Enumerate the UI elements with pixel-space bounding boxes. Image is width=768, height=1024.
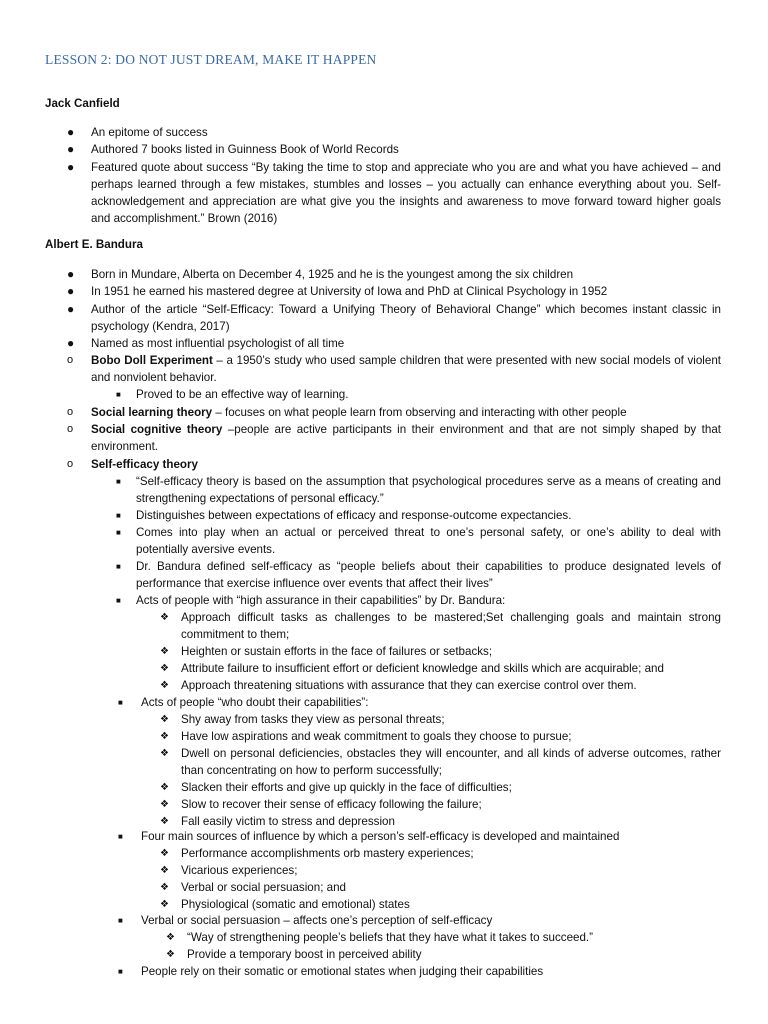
bullet-diamond: ❖ (160, 782, 169, 793)
high-assurance-item: Attribute failure to insufficient effort or deficient knowledge and skills which are acquirable; and (181, 662, 664, 675)
canfield-quote: Featured quote about success “By taking the time to stop and appreciate who you are and what you have achieved – and perhaps learned through a few mistakes, stumbles and losses – you actually can enhance everything about you. Self-acknowledgement and appreciation are what give you the insights and awareness to move forward toward higher goals and accomplishment.” Brown (2016) (91, 161, 721, 225)
source-item: Vicarious experiences; (181, 864, 298, 877)
social-cognitive-term: Social cognitive theory (91, 423, 223, 436)
bullet-diamond: ❖ (160, 816, 169, 827)
bullet-diamond: ❖ (160, 663, 169, 674)
bullet-diamond: ❖ (160, 748, 169, 759)
doubt-item: Fall easily victim to stress and depression (181, 815, 395, 828)
doubt-label: Acts of people “who doubt their capabilities”: (141, 696, 369, 709)
bullet-square: ■ (116, 477, 121, 486)
bandura-item: Born in Mundare, Alberta on December 4, 1925 and he is the youngest among the six children (91, 268, 574, 281)
social-learning-text: – focuses on what people learn from observing and interacting with other people (212, 406, 627, 419)
bullet-dot: ● (67, 267, 75, 281)
bullet-diamond: ❖ (160, 865, 169, 876)
canfield-heading: Jack Canfield (45, 97, 120, 110)
bandura-item: In 1951 he earned his mastered degree at University of Iowa and PhD at Clinical Psychology in 1952 (91, 285, 608, 298)
bullet-circle: o (67, 406, 74, 418)
bullet-diamond: ❖ (166, 949, 175, 960)
bullet-diamond: ❖ (160, 612, 169, 623)
doubt-item: Slacken their efforts and give up quickly in the face of difficulties; (181, 781, 512, 794)
bullet-dot: ● (67, 284, 75, 298)
bullet-square: ■ (118, 967, 123, 976)
bullet-dot: ● (67, 302, 75, 316)
bullet-square: ■ (118, 916, 123, 925)
self-efficacy-item: “Self-efficacy theory is based on the assumption that psychological procedures serve as a means of creating and strengthening expectations of personal efficacy.” (136, 475, 721, 505)
self-efficacy-item: Dr. Bandura defined self-efficacy as “people beliefs about their capabilities to produce designated levels of performance that exercise influence over events that affect their lives” (136, 560, 721, 590)
bullet-dot: ● (67, 336, 75, 350)
bullet-square: ■ (116, 528, 121, 537)
source-item: Verbal or social persuasion; and (181, 881, 346, 894)
verbal-item: “Way of strengthening people’s beliefs that they have what it takes to succeed.” (187, 931, 594, 944)
bullet-diamond: ❖ (160, 882, 169, 893)
bullet-diamond: ❖ (160, 799, 169, 810)
bullet-diamond: ❖ (160, 646, 169, 657)
bullet-square: ■ (116, 511, 121, 520)
bobo-text: – a 1950’s study who used sample children that were presented with new social models of violent and nonviolent behavior. (91, 354, 721, 384)
bullet-square: ■ (118, 832, 123, 841)
sources-label: Four main sources of influence by which a person’s self-efficacy is developed and maintained (141, 830, 620, 843)
bandura-item: Named as most influential psychologist of all time (91, 337, 345, 350)
doubt-item: Dwell on personal deficiencies, obstacles they will encounter, and all kinds of adverse outcomes, rather than concentrating on how to perform successfully; (181, 747, 721, 777)
social-learning-term: Social learning theory (91, 406, 213, 419)
bullet-diamond: ❖ (160, 714, 169, 725)
doubt-item: Shy away from tasks they view as personal threats; (181, 713, 445, 726)
self-efficacy-item: Distinguishes between expectations of efficacy and response-outcome expectancies. (136, 509, 572, 522)
high-assurance-item: Approach difficult tasks as challenges to be mastered;Set challenging goals and maintain strong commitment to them; (181, 611, 721, 641)
verbal-label: Verbal or social persuasion – affects one’s perception of self-efficacy (141, 914, 493, 927)
doubt-item: Slow to recover their sense of efficacy following the failure; (181, 798, 482, 811)
bullet-diamond: ❖ (166, 932, 175, 943)
bullet-diamond: ❖ (160, 731, 169, 742)
social-cognitive-text: –people are active participants in their environment and that are not simply shaped by that environment. (91, 423, 722, 453)
bullet-circle: o (67, 458, 74, 470)
high-assurance-item: Heighten or sustain efforts in the face of failures or setbacks; (181, 645, 493, 658)
bullet-dot: ● (67, 142, 75, 156)
bullet-circle: o (67, 354, 74, 366)
social-cognitive-item (91, 421, 721, 455)
lesson-title: LESSON 2: DO NOT JUST DREAM, MAKE IT HAPPEN (45, 52, 377, 67)
canfield-item: Authored 7 books listed in Guinness Book of World Records (91, 143, 399, 156)
bullet-diamond: ❖ (160, 899, 169, 910)
bandura-heading: Albert E. Bandura (45, 238, 143, 251)
bobo-sub: Proved to be an effective way of learning. (136, 388, 349, 401)
somatic-label: People rely on their somatic or emotional states when judging their capabilities (141, 965, 544, 978)
bullet-square: ■ (116, 596, 121, 605)
bobo-item (91, 352, 721, 386)
self-efficacy-item: Comes into play when an actual or perceived threat to one’s personal safety, or one’s ability to deal with potentially aversive events. (136, 526, 721, 556)
self-efficacy-item: Acts of people with “high assurance in their capabilities” by Dr. Bandura: (136, 594, 506, 607)
verbal-item: Provide a temporary boost in perceived ability (187, 948, 422, 961)
high-assurance-item: Approach threatening situations with assurance that they can exercise control over them. (181, 679, 637, 692)
bullet-circle: o (67, 423, 74, 435)
social-learning-item (91, 404, 721, 421)
bullet-diamond: ❖ (160, 680, 169, 691)
bullet-square: ■ (116, 562, 121, 571)
bullet-dot: ● (67, 125, 75, 139)
bobo-term: Bobo Doll Experiment (91, 354, 213, 367)
self-efficacy-term: Self-efficacy theory (91, 458, 198, 471)
source-item: Performance accomplishments orb mastery experiences; (181, 847, 474, 860)
bullet-diamond: ❖ (160, 848, 169, 859)
source-item: Physiological (somatic and emotional) states (181, 898, 410, 911)
bullet-dot: ● (67, 160, 75, 174)
canfield-item: An epitome of success (91, 126, 208, 139)
bandura-item: Author of the article “Self-Efficacy: Toward a Unifying Theory of Behavioral Change” which becomes instant classic in psychology (Kendra, 2017) (91, 303, 721, 333)
doubt-item: Have low aspirations and weak commitment to goals they choose to pursue; (181, 730, 572, 743)
bullet-square: ■ (118, 698, 123, 707)
bullet-square: ■ (116, 390, 121, 399)
